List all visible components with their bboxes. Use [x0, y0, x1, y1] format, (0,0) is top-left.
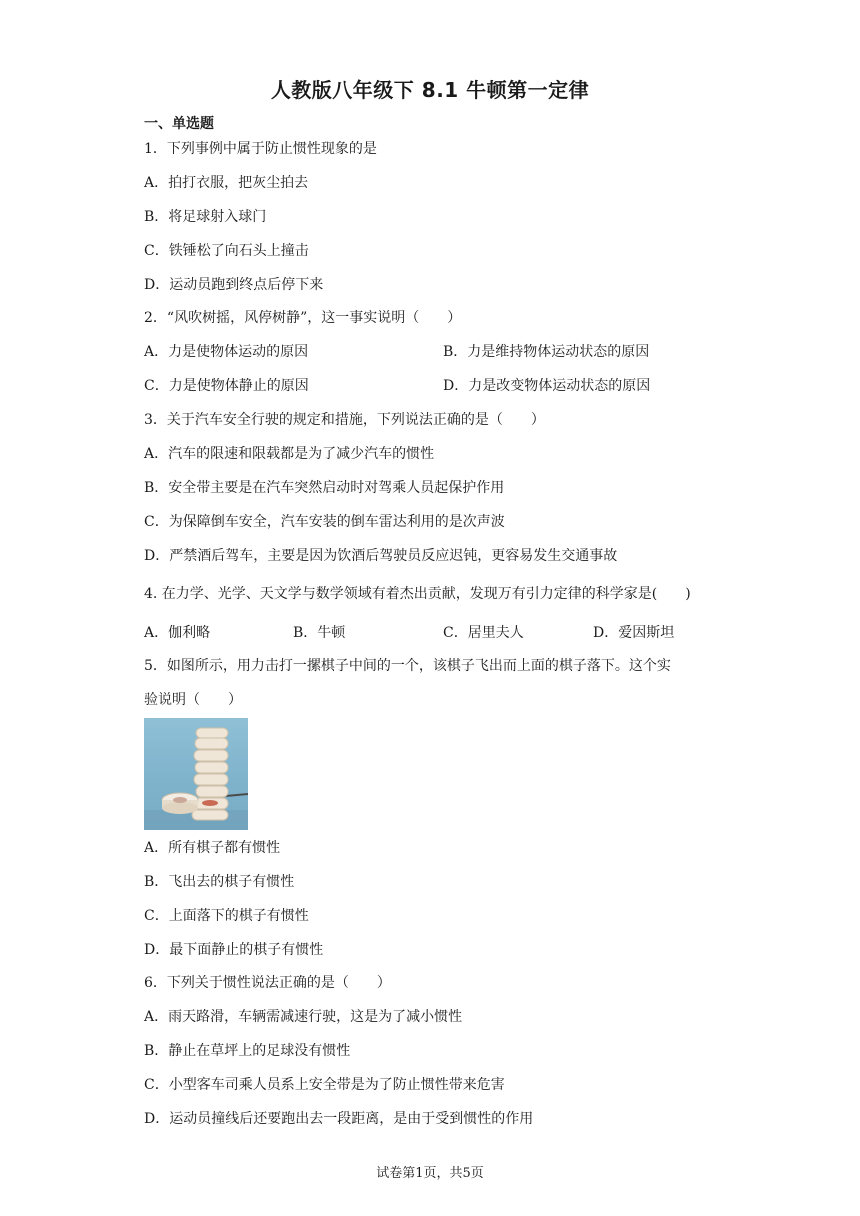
checkers-stack-illustration: [144, 718, 248, 830]
question-4-option-d: D．爱因斯坦: [593, 625, 675, 641]
question-1-option-d: D．运动员跑到终点后停下来: [144, 277, 324, 293]
question-6-option-b: B．静止在草坪上的足球没有惯性: [144, 1043, 351, 1059]
question-5-option-d: D．最下面静止的棋子有惯性: [144, 942, 324, 958]
question-6-option-d: D．运动员撞线后还要跑出去一段距离，是由于受到惯性的作用: [144, 1111, 534, 1127]
question-6-stem: 6．下列关于惯性说法正确的是（ ）: [144, 975, 391, 991]
question-5-stem-line2: 验说明（ ）: [144, 692, 242, 708]
question-2-option-d: D．力是改变物体运动状态的原因: [443, 378, 651, 394]
question-4-option-c: C．居里夫人: [443, 625, 524, 641]
question-3-option-c: C．为保障倒车安全，汽车安装的倒车雷达利用的是次声波: [144, 514, 505, 530]
question-3-stem: 3．关于汽车安全行驶的规定和措施，下列说法正确的是（ ）: [144, 412, 545, 428]
question-1-stem: 1．下列事例中属于防止惯性现象的是: [144, 141, 377, 157]
question-2-option-a: A．力是使物体运动的原因: [144, 344, 309, 360]
question-3-option-b: B．安全带主要是在汽车突然启动时对驾乘人员起保护作用: [144, 480, 505, 496]
question-6-option-c: C．小型客车司乘人员系上安全带是为了防止惯性带来危害: [144, 1077, 505, 1093]
question-3-option-a: A．汽车的限速和限载都是为了减少汽车的惯性: [144, 446, 435, 462]
question-4-option-a: A．伽利略: [144, 625, 211, 641]
question-4-option-b: B．牛顿: [293, 625, 346, 641]
question-1-option-a: A．拍打衣服，把灰尘拍去: [144, 175, 309, 191]
section-heading: 一、单选题: [144, 116, 214, 132]
question-2-option-b: B．力是维持物体运动状态的原因: [443, 344, 650, 360]
question-1-option-c: C．铁锤松了向石头上撞击: [144, 243, 309, 259]
page-title: 人教版八年级下 8.1 牛顿第一定律: [270, 78, 590, 102]
question-5-option-b: B．飞出去的棋子有惯性: [144, 874, 295, 890]
question-2-option-c: C．力是使物体静止的原因: [144, 378, 309, 394]
question-2-stem: 2．“风吹树摇，风停树静”，这一事实说明（ ）: [144, 310, 462, 326]
question-3-option-d: D．严禁酒后驾车，主要是因为饮酒后驾驶员反应迟钝，更容易发生交通事故: [144, 548, 618, 564]
question-5-stem-line1: 5．如图所示，用力击打一摞棋子中间的一个，该棋子飞出而上面的棋子落下。这个实: [144, 658, 671, 674]
page-footer: 试卷第1页，共5页: [376, 1166, 484, 1181]
question-6-option-a: A．雨天路滑，车辆需减速行驶，这是为了减小惯性: [144, 1009, 463, 1025]
question-5-option-c: C．上面落下的棋子有惯性: [144, 908, 309, 924]
question-1-option-b: B．将足球射入球门: [144, 209, 267, 225]
question-4-stem: 4. 在力学、光学、天文学与数学领域有着杰出贡献，发现万有引力定律的科学家是( ): [144, 586, 691, 602]
checkers-stack-photo: [144, 718, 248, 830]
question-5-option-a: A．所有棋子都有惯性: [144, 840, 281, 856]
